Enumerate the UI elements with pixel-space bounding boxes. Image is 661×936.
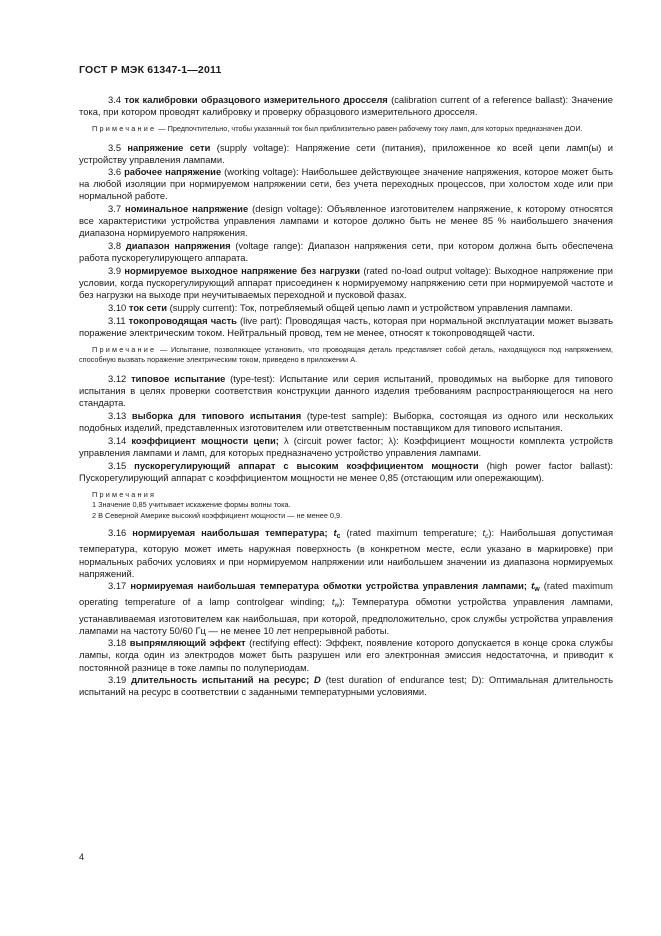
definition: (rated no-load output voltage): Выходное напряжение при условии, когда пускорегулирующий аппарат присоединен к нормируемому напряжению сети при нормируемой частоте и без нагрузки на выходе при неучитываемых переходной и пусковой фазах. <box>79 265 613 301</box>
clause-number: 3.18 <box>108 637 127 649</box>
term: типовое испытание <box>131 372 226 384</box>
note <box>79 124 613 134</box>
definition: ): Температура обмотки устройства управления лампами, устанавливаемая изготовителем как наибольшая, при которой, предположительно, срок службы устройства управления лампами на частоту 50/60 Гц — не менее 10 лет непрерывной работы. <box>79 596 613 636</box>
clause-3-19 <box>79 674 613 698</box>
term: выборка для типового испытания <box>131 409 302 421</box>
clause-number: 3.7 <box>108 203 122 215</box>
note-label: Примечание <box>92 124 157 134</box>
term: нормируемая наибольшая температура обмотки устройства управления лампами; <box>130 580 527 592</box>
clause-3-10 <box>79 302 613 314</box>
clause-3-9 <box>79 265 613 301</box>
clause-number: 3.9 <box>108 265 122 277</box>
clause-3-11 <box>79 315 613 339</box>
clause-number: 3.15 <box>108 459 127 471</box>
clause-number: 3.4 <box>108 94 122 105</box>
definition: (rated maximum temperature; <box>340 527 483 539</box>
term: ток сети <box>128 302 168 314</box>
term: нормируемое выходное напряжение без нагрузки <box>124 265 361 277</box>
clause-3-13 <box>79 410 613 434</box>
note-text: — Испытание, позволяющее установить, что проводящая деталь представляет собой деталь, находящуюся под напряжением, способную вызвать поражение электрическим током, приведено в приложении А. <box>79 345 613 365</box>
clause-3-14 <box>79 435 613 459</box>
definition: (high power factor ballast): Пускорегулирующий аппарат с коэффициентом мощности не менее 0,85 (отстающим или опережающим). <box>79 459 613 483</box>
definition: ): Наибольшая допустимая температура, которую может иметь наружная поверхность (в конкретном месте, если указано в маркировке) при нормальных рабочих условиях и при нормируемом напряжении или наибольшем значении из диапазона нормируемых напряжений. <box>79 527 614 579</box>
definition: (voltage range): Диапазон напряжения сети, при котором должна быть обеспечена работа пускорегулирующего аппарата. <box>79 240 613 264</box>
note-label: Примечание <box>92 345 157 355</box>
clause-number: 3.19 <box>108 674 127 686</box>
notes-label: Примечания <box>92 489 157 499</box>
definition: (calibration current of a reference ballast): Значение тока, при котором проводят калибровку и проверку образцового измерительного дросселя. <box>79 94 613 118</box>
clause-3-7 <box>79 203 613 239</box>
clause-number: 3.14 <box>108 434 127 446</box>
clause-number: 3.13 <box>108 409 127 421</box>
clause-number: 3.5 <box>108 141 122 153</box>
clause-3-12 <box>79 373 613 409</box>
term: диапазон напряжения <box>125 240 231 252</box>
definition: (type-test): Испытание или серия испытаний, проводимых на выборке для типового испытания в целях проверки соответствия конструкции данного изделия требованиям распространяющегося на него стандарта. <box>79 372 613 408</box>
definition: (rectifying effect): Эффект, появление которого допускается в конце срока службы лампы, когда один из электродов может быть разрушен или его электронная эмиссия недостаточна, и приводит к постоянной разнице в токе лампы по полупериодам. <box>79 637 613 673</box>
symbol-subscript: c <box>336 533 341 541</box>
definition: λ (circuit power factor; λ): Коэффициент мощности комплекта устройств управления лампами и ламп, для которых предназначено устройство управления лампами. <box>79 434 613 458</box>
definition: (supply current): Ток, потребляемый общей цепью ламп и устройством управления лампами. <box>167 302 573 314</box>
definition: (working voltage): Наибольшее действующее значение напряжения, которое может быть на любой изоляции при нормируемом напряжении сети, без учета переходных процессов, при холостом ходе или при нормальной работе. <box>79 166 613 202</box>
symbol: D <box>314 674 321 686</box>
symbol: t <box>531 580 535 592</box>
definition: (type-test sample): Выборка, состоящая из одного или нескольких подобных изделий, представленных изготовителем или ответственным поставщиком для типового испытания. <box>79 409 614 433</box>
notes-list <box>92 490 613 522</box>
term: пускорегулирующий аппарат с высоким коэффициентом мощности <box>134 459 479 471</box>
clause-number: 3.10 <box>108 302 127 314</box>
clause-3-4 <box>79 94 613 118</box>
symbol: t <box>333 527 337 539</box>
symbol: t <box>331 596 335 608</box>
clause-3-6 <box>79 166 613 202</box>
symbol-subscript: c <box>485 533 489 541</box>
term: токопроводящая часть <box>128 314 237 326</box>
definition: (test duration of endurance test; D): Оптимальная длительность испытаний на ресурс в соответствии с заданными температурными условиями. <box>79 674 613 698</box>
clause-number: 3.16 <box>108 527 127 539</box>
document-header: ГОСТ Р МЭК 61347-1—2011 <box>79 64 222 76</box>
clause-number: 3.8 <box>108 240 122 252</box>
term: напряжение сети <box>127 141 211 153</box>
term: ток калибровки образцового измерительного дросселя <box>124 94 388 105</box>
term: выпрямляющий эффект <box>129 637 246 649</box>
term: коэффициент мощности цепи; <box>131 434 279 446</box>
note-item: 2 В Северной Америке высокий коэффициент мощности — не менее 0,9. <box>92 510 343 520</box>
symbol-subscript: w <box>334 602 340 610</box>
term: длительность испытаний на ресурс; <box>131 674 310 686</box>
clause-3-5 <box>79 142 613 166</box>
term: номинальное напряжение <box>125 203 249 215</box>
term: рабочее напряжение <box>124 166 222 178</box>
page-number: 4 <box>79 852 85 862</box>
symbol: t <box>482 527 486 539</box>
definition: (live part): Проводящая часть, которая при нормальной эксплуатации может вызвать поражение электрическим током. Нейтральный провод, тем не менее, относят к токопроводящей части. <box>79 314 613 338</box>
clause-3-8 <box>79 240 613 264</box>
clause-number: 3.17 <box>108 580 127 592</box>
clause-number: 3.6 <box>108 166 122 178</box>
clause-3-16 <box>79 527 613 579</box>
clause-3-17 <box>79 580 613 636</box>
clause-3-18 <box>79 637 613 673</box>
note-text: — Предпочтительно, чтобы указанный ток был приблизительно равен рабочему току ламп, для которых предназначен ДОИ. <box>156 124 583 134</box>
document-body <box>79 94 613 699</box>
clause-number: 3.11 <box>108 314 126 326</box>
definition: (rated maximum operating temperature of a lamp controlgear winding; <box>79 580 613 608</box>
note-item: 1 Значение 0,85 учитывает искажение формы волны тока. <box>92 500 291 510</box>
definition: (supply voltage): Напряжение сети (питания), приложенное ко всей цепи ламп(ы) и устройству управления лампами. <box>79 141 613 165</box>
term: нормируемая наибольшая температура; <box>132 527 328 539</box>
clause-number: 3.12 <box>108 372 127 384</box>
note <box>79 345 613 366</box>
clause-3-15 <box>79 460 613 484</box>
symbol-subscript: w <box>534 586 540 594</box>
definition: (design voltage): Объявленное изготовителем напряжение, к которому относятся все характеристики устройства управления лампами и которое должно быть не менее 85 % наибольшего значения диапазона нормируемого напряжения. <box>79 203 613 239</box>
